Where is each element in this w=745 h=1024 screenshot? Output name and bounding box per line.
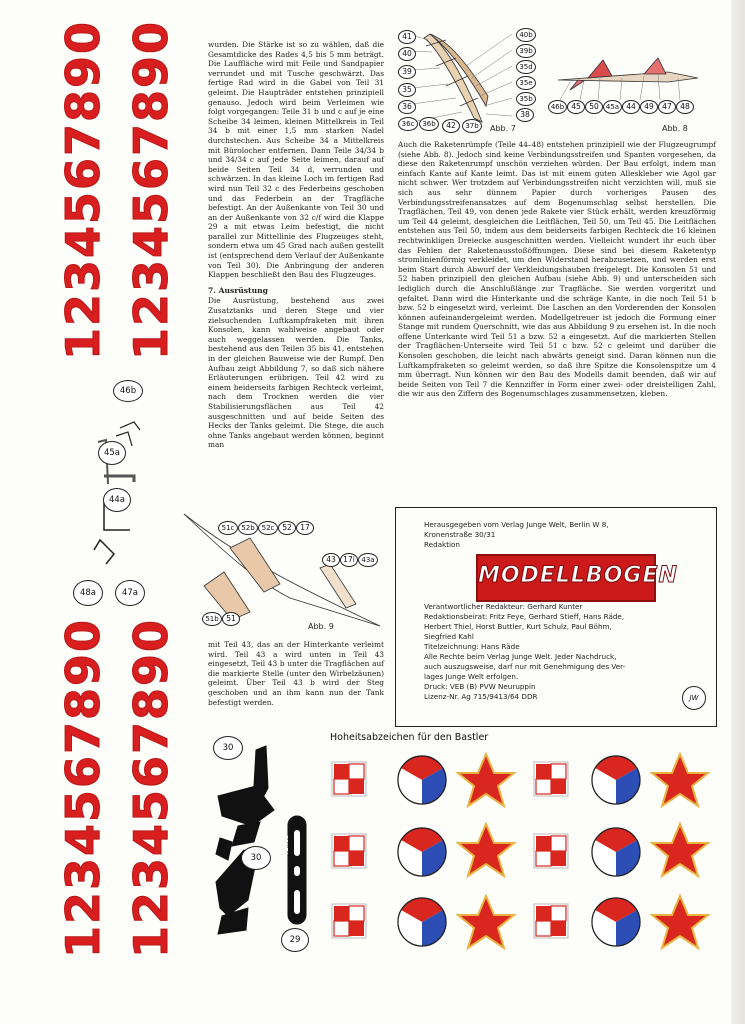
- imprint-board-2: Herbert Thiel, Horst Buttler, Kurt Schulz, Paul Böhm,: [424, 622, 612, 631]
- imprint-publisher: Herausgegeben vom Verlag Junge Welt, Berlin W 8,: [424, 520, 609, 529]
- part-label-45a-left: 45a: [98, 441, 126, 465]
- part-label-46b-left: 46b: [113, 380, 143, 402]
- part-label-48: 48: [676, 100, 694, 114]
- part-label-35b: 35b: [516, 92, 536, 106]
- part-label-29: 29: [281, 928, 309, 952]
- part-label-40: 40: [398, 47, 416, 61]
- part-label-48a-left: 48a: [73, 580, 103, 606]
- part-label-45: 45: [567, 100, 585, 114]
- part-label-50: 50: [585, 100, 603, 114]
- imprint-title-drawing: Titelzeichnung: Hans Räde: [424, 642, 520, 651]
- imprint-editor: Verantwortlicher Redakteur: Gerhard Kunter: [424, 602, 583, 611]
- instruction-column-2: [208, 640, 384, 713]
- figure-caption-abb9: Abb. 9: [308, 622, 334, 631]
- part-label-52c: 52c: [258, 521, 278, 535]
- part-label-17i: 17i: [340, 553, 358, 567]
- instruction-paragraph: wurden. Die Stärke ist so zu wählen, daß die Gesamtdicke des Rades 4,5 bis 5 mm beträgt. Die Lauffläche wird mit Feile und Sandpapier verrundet und mit Tusche geschwärzt. Das fertige Rad wird in die Gabel von Teil 31 geleimt. Die Haupträder entstehen prinzipiell genauso. Jedoch wird beim Verleimen wie folgt vorgegangen: Teile 31 b und c auf je eine Scheibe 34 leimen, kleinen Mittelkreis in Teil 34 b mit einer 1,5 mm starken Nadel durchstechen. Aus Scheibe 34 a Mittelkreis mit Bürolocher entfernen. Dann Teile 34/34 b und 34/34 c auf jede Seite leimen, darauf auf beide Seiten Teil 34 d, verrunden und schwärzen. In das kleine Loch im fertigen Rad wird nun Teil 32 c des Federbeins geschoben und das Federbein an der Tragfläche befestigt. An der Außenkante von Teil 30 und an der Außenkante von 32 c/f wird die Klappe 29 a mit etwas Leim befestigt, die nicht parallel zur Mittellinie des Flugzeuges steht, sondern etwa um 45 Grad nach außen gestellt ist (entsprechend dem Verlauf der Außenkante von Teil 30). Die Anbringung der anderen Klappen beschließt den Bau des Flugzeuges.: [208, 40, 384, 280]
- instruction-paragraph: Auch die Raketenrümpfe (Teile 44–48) entstehen prinzipiell wie der Flugzeugrumpf (siehe Abb. 8). Jedoch sind keine Verbindungsstreifen und Spanten vorgesehen, da diese den Raketenrumpf unschön verziehen würden. Der Bau erfolgt, indem man einfach Kante auf Kante leimt. Das ist mit einem guten Alleskleber wie Agol gar nicht schwer. Wer trotzdem auf Verbindungsstreifen nicht verzichten will, muß sie sich aus sehr dünnem Papier durch vorheriges Pausen des Verbindungsstreifenansatzes auf dem Bogenumschlag selbst herstellen. Die Tragflächen, Teil 49, von denen jede Rakete vier Stück erhält, werden kreuzförmig um Teil 44 geleimt, desgleichen die Leitflächen, Teil 50, um Teil 45. Die Leitflächen entstehen aus Teil 50, indem aus dem beiderseits farbigen Rechteck die 16 kleinen rechtwinkligen Dreiecke ausgeschnitten werden. Vielleicht wundert ihr euch über das Fehlen der Raketenausstoßöffnungen. Diese sind bei diesem Raketentyp stromlinienförmig verkleidet, um den Widerstand herabzusetzen, und werden erst beim Start durch Abwurf der Verkleidungshauben freigelegt. Die Konsolen 51 und 52 haben prinzipiell den gleichen Aufbau (siehe Abb. 9) und unterscheiden sich lediglich durch die Anschlußlänge zur Tragfläche. Sie werden vorgeritzt und gefaltet. Dann wird die Hinterkante und die schräge Kante, in die noch Teil 51 b bzw. 52 b eingesetzt wird, verleimt. Die Laschen an den Vorderenden der Konsolen können aufeinandergeleimt werden. Modellgetreuer ist jedoch die Formung einer Stange mit rundem Querschnitt, wie das aus Abbildung 9 zu ersehen ist. In die noch offene Unterkante wird Teil 51 a bzw. 52 a eingesetzt. Auf die markierten Stellen der Tragflächen-Unterseite wird Teil 51 c bzw. 52 c geleimt und darüber die Konsolen geschoben, die leicht nach abwärts geneigt sind. Daran können nun die Luftkampfraketen so geleimt werden, so daß ihre Spitze die Konsolenspitze um 4 mm überragt. Nun können wir den Bau des Modells damit beenden, daß wir auf beide Seiten von Teil 7 die Kennziffer in Form einer zwei- oder dreistelligen Zahl, die wir aus den Ziffern des Bogenumschlages zusammensetzen, kleben.: [398, 140, 716, 399]
- imprint-rights-3: lages Junge Welt erfolgen.: [424, 672, 519, 681]
- digit-strip-bottom-right: 1234567890: [124, 617, 178, 958]
- logo-text: MODELLBOGEN: [478, 563, 678, 588]
- imprint-board: Redaktionsbeirat: Fritz Feye, Gerhard Stieff, Hans Räde,: [424, 612, 625, 621]
- instruction-column-3: [398, 140, 716, 405]
- part-label-35e: 35e: [516, 76, 536, 90]
- part-label-47: 47: [658, 100, 676, 114]
- part-label-39b: 39b: [516, 44, 536, 58]
- part-label-51: 51: [222, 612, 240, 626]
- instruction-column-1: [208, 40, 384, 456]
- part-label-47a-left: 47a: [115, 580, 145, 606]
- page-edge: [731, 0, 745, 1024]
- digit-strip-top-left: 1234567890: [56, 19, 110, 360]
- part-label-45a: 45a: [603, 100, 622, 114]
- figure-caption-abb8: Abb. 8: [662, 124, 688, 133]
- part-label-49: 49: [640, 100, 658, 114]
- part-label-43: 43: [322, 553, 340, 567]
- part-label-38: 38: [516, 108, 534, 122]
- flag-parts-cutout: [208, 730, 318, 960]
- imprint-board-3: Siegfried Kahl: [424, 632, 474, 641]
- section-heading: 7. Ausrüstung: [208, 285, 268, 295]
- part-label-30-bottom: 30: [241, 846, 271, 870]
- part-label-17: 17: [296, 521, 314, 535]
- part-label-36b: 36b: [419, 117, 439, 131]
- part-label-35: 35: [398, 83, 416, 97]
- part-label-36: 36: [398, 100, 416, 114]
- part-label-39: 39: [398, 65, 416, 79]
- imprint-print: Druck: VEB (B) PVW Neuruppin: [424, 682, 536, 691]
- figure-caption-abb7: Abb. 7: [490, 124, 516, 133]
- national-emblems: [320, 748, 720, 962]
- part-label-51b: 51b: [202, 612, 222, 626]
- imprint-rights-2: auch auszugsweise, darf nur mit Genehmigung des Ver-: [424, 662, 626, 671]
- part-label-44: 44: [622, 100, 640, 114]
- part-label-51c: 51c: [218, 521, 238, 535]
- part-label-30-top: 30: [213, 736, 243, 760]
- part-label-46b: 46b: [548, 100, 567, 114]
- digit-strip-bottom-left: 1234567890: [56, 617, 110, 958]
- figure-abb8-rocket: [548, 48, 708, 108]
- part-label-43a: 43a: [358, 553, 378, 567]
- jw-stamp: JW: [682, 686, 706, 710]
- instruction-paragraph: mit Teil 43, das an der Hinterkante verleimt wird. Teil 43 a wird unten in Teil 43 eingesetzt, Teil 43 b unter die Tragflächen auf die markierte Stelle (unter den Wirbelzäunen) geleimt. Über Teil 43 b wird der Steg geschoben und an ihm kann nun der Tank befestigt werden.: [208, 640, 384, 707]
- part-label-40b: 40b: [516, 28, 536, 42]
- part-label-37b: 37b: [462, 119, 482, 133]
- instruction-paragraph: Die Ausrüstung, bestehend aus zwei Zusatztanks und deren Stege und vier zielsuchenden Luftkampfraketen mit ihren Konsolen, kann wahlweise angebaut oder auch weggelassen werden. Die Tanks, bestehend aus den Teilen 35 bis 41, entstehen in der gleichen Bauweise wie der Rumpf. Den Aufbau zeigt Abbildung 7, so daß sich nähere Erläuterungen erübrigen. Teil 42 wird zu einem beiderseits farbigen Rechteck verleimt, nach dem Trocknen werden die vier Stabilisierungsflächen aus Teil 42 ausgeschnitten und auf beide Seiten des Hecks der Tanks geleimt. Die Stege, die auch ohne Tanks angebaut werden können, beginnt man: [208, 296, 384, 450]
- part-label-44a-left: 44a: [103, 488, 131, 512]
- part-label-41: 41: [398, 30, 416, 44]
- imprint-rights: Alle Rechte beim Verlag Junge Welt. Jeder Nachdruck,: [424, 652, 617, 661]
- imprint-box: [395, 507, 717, 727]
- part-label-42: 42: [442, 119, 460, 133]
- imprint-redaktion: Redaktion: [424, 540, 460, 549]
- part-label-35d: 35d: [516, 60, 536, 74]
- part-label-36c: 36c: [398, 117, 418, 131]
- imprint-license: Lizenz-Nr. Ag 715/9413/64 DDR: [424, 692, 538, 701]
- part-label-52: 52: [278, 521, 296, 535]
- digit-strip-top-right: 1234567890: [124, 19, 178, 360]
- flag-vertical-label: VENUS: [283, 835, 290, 856]
- imprint-address: Kronenstraße 30/31: [424, 530, 496, 539]
- modellbogen-logo: [476, 554, 678, 602]
- emblems-title: Hoheitsabzeichen für den Bastler: [330, 732, 489, 743]
- part-label-52b: 52b: [238, 521, 258, 535]
